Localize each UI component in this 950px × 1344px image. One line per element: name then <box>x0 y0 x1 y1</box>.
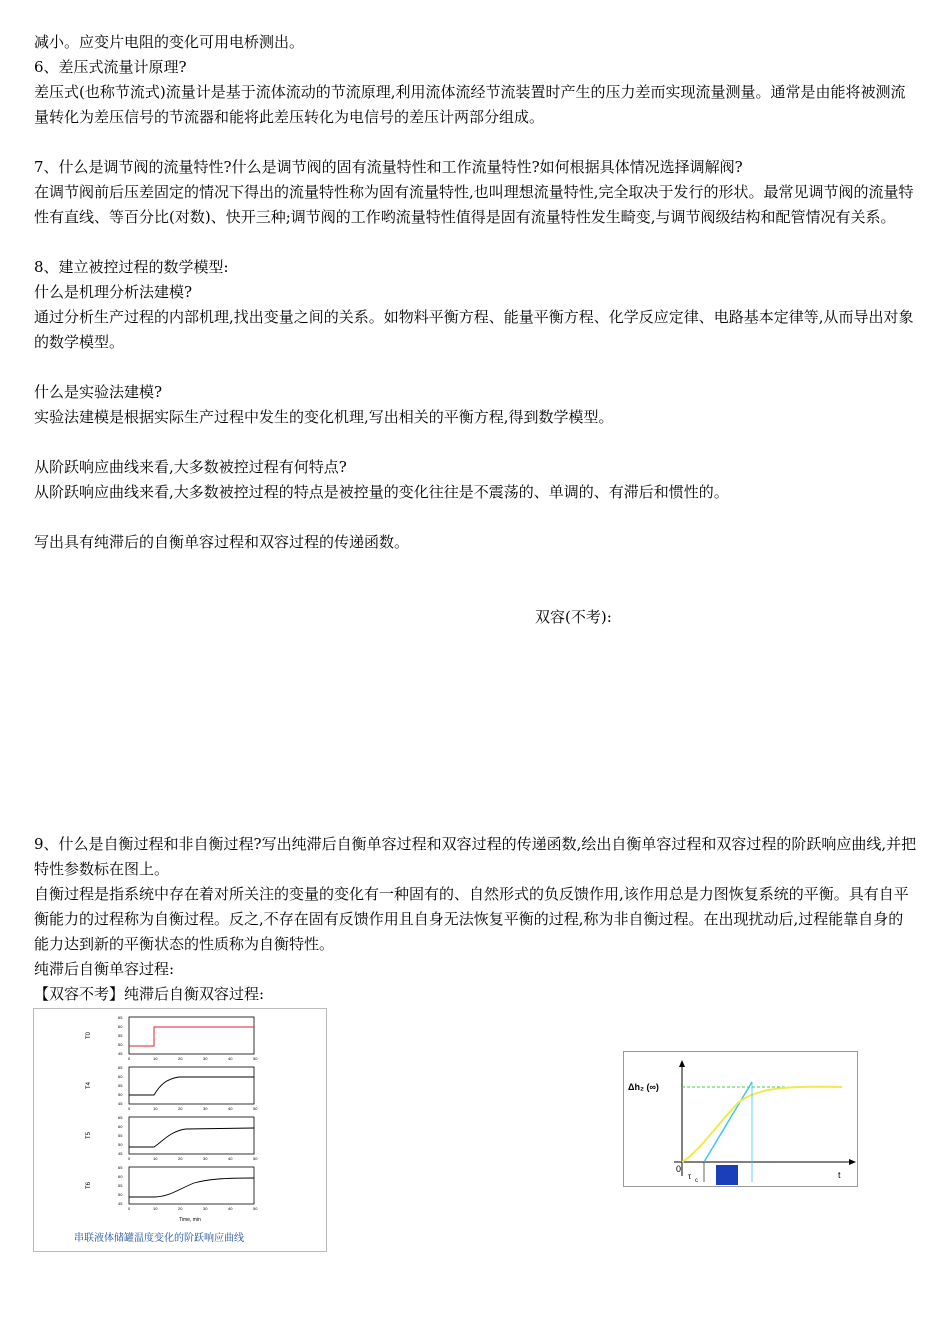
x-tick-label: 20 <box>178 1206 183 1211</box>
x-tick-label: 0 <box>128 1156 131 1161</box>
question-8d: 写出具有纯滞后的自衡单容过程和双容过程的传递函数。 <box>34 533 410 551</box>
tangent-line <box>704 1082 752 1162</box>
x-tick-label: 10 <box>153 1156 158 1161</box>
x-tick-label: 50 <box>253 1206 258 1211</box>
panel-4-ylabel: T6 <box>86 1181 92 1189</box>
step-response-figure <box>33 1008 327 1252</box>
x-tick-label: 50 <box>253 1056 258 1061</box>
x-axis-label: Time, min <box>179 1217 201 1223</box>
y-axis-label: Δh₂ (∞) <box>628 1082 659 1092</box>
y-tick-label: 60 <box>118 1124 123 1129</box>
panel-4 <box>86 1167 254 1204</box>
tangent-response-figure <box>623 1051 858 1187</box>
answer-7: 在调节阀前后压差固定的情况下得出的流量特性称为固有流量特性,也叫理想流量特性,完全取决于发行的形状。最常见调节阀的流量特性有直线、等百分比(对数)、快开三种;调节阀的工作哟流量特性值得是固有流量特性发生畸变,与调节阀级结构和配管情况有关系。 <box>34 183 914 226</box>
y-tick-label: 50 <box>118 1042 123 1047</box>
panel-1 <box>86 1017 254 1054</box>
y-tick-label: 60 <box>118 1174 123 1179</box>
panel-2 <box>86 1067 254 1104</box>
panel-3-ylabel: T5 <box>86 1131 92 1139</box>
y-tick-label: 55 <box>118 1133 123 1138</box>
x-tick-label: 20 <box>178 1106 183 1111</box>
y-tick-label: 60 <box>118 1024 123 1029</box>
y-tick-label: 65 <box>118 1015 123 1020</box>
single-capacity-label: 纯滞后自衡单容过程: <box>34 960 175 978</box>
answer-8a: 通过分析生产过程的内部机理,找出变量之间的关系。如物料平衡方程、能量平衡方程、化学反应定律、电路基本定律等,从而导出对象的数学模型。 <box>34 308 914 351</box>
text-block-q9 <box>34 832 918 1007</box>
x-tick-label: 50 <box>253 1106 258 1111</box>
y-tick-label: 60 <box>118 1074 123 1079</box>
y-tick-label: 65 <box>118 1165 123 1170</box>
question-8b: 什么是实验法建模? <box>34 383 163 401</box>
x-tick-label: 20 <box>178 1156 183 1161</box>
step-input-line <box>129 1027 254 1046</box>
figure-caption: 串联液体储罐温度变化的阶跃响应曲线 <box>74 1233 244 1244</box>
question-8a: 什么是机理分析法建模? <box>34 283 193 301</box>
response-curve-1 <box>129 1077 254 1095</box>
question-9: 9、什么是自衡过程和非自衡过程?写出纯滞后自衡单容过程和双容过程的传递函数,绘出自衡单容过程和双容过程的阶跃响应曲线,并把特性参数标在图上。 <box>34 835 917 878</box>
x-tick-label: 0 <box>128 1206 131 1211</box>
x-tick-label: 20 <box>178 1056 183 1061</box>
x-tick-label: 40 <box>228 1206 233 1211</box>
x-tick-label: 10 <box>153 1106 158 1111</box>
x-tick-label: 10 <box>153 1206 158 1211</box>
response-curve-2 <box>129 1128 254 1147</box>
question-8c: 从阶跃响应曲线来看,大多数被控过程有何特点? <box>34 458 347 476</box>
tau-subscript: c <box>695 1178 698 1184</box>
x-tick-label: 0 <box>128 1056 131 1061</box>
y-tick-label: 50 <box>118 1142 123 1147</box>
x-tick-label: 40 <box>228 1156 233 1161</box>
answer-9: 自衡过程是指系统中存在着对所关注的变量的变化有一种固有的、自然形式的负反馈作用,该作用总是力图恢复系统的平衡。具有自平衡能力的过程称为自衡过程。反之,不存在固有反馈作用且自身无法恢复平衡的过程,称为非自衡过程。在出现扰动后,过程能靠自身的能力达到新的平衡状态的性质称为自衡特性。 <box>34 885 909 953</box>
dual-capacity-label: 【双容不考】纯滞后自衡双容过程: <box>34 985 265 1003</box>
panel-2-ylabel: T4 <box>86 1081 92 1089</box>
x-tick-label: 30 <box>203 1056 208 1061</box>
response-curve <box>682 1087 842 1162</box>
x-axis-arrow <box>849 1159 856 1165</box>
panel-3 <box>86 1117 254 1154</box>
y-tick-label: 55 <box>118 1083 123 1088</box>
tangent-response-svg <box>624 1052 857 1186</box>
x-tick-label: 0 <box>128 1106 131 1111</box>
y-axis-arrow <box>679 1060 685 1067</box>
x-tick-label: 40 <box>228 1106 233 1111</box>
y-tick-label: 65 <box>118 1115 123 1120</box>
x-tick-label: 10 <box>153 1056 158 1061</box>
paragraph: 减小。应变片电阻的变化可用电桥测出。 <box>34 33 305 51</box>
question-7: 7、什么是调节阀的流量特性?什么是调节阀的固有流量特性和工作流量特性?如何根据具体情况选择调解阀? <box>34 158 743 176</box>
answer-8c: 从阶跃响应曲线来看,大多数被控过程的特点是被控量的变化往往是不震荡的、单调的、有滞后和惯性的。 <box>34 483 729 501</box>
time-label: t <box>838 1170 841 1180</box>
panel-1-ylabel: T0 <box>86 1031 92 1039</box>
x-tick-label: 30 <box>203 1156 208 1161</box>
y-tick-label: 45 <box>118 1151 123 1156</box>
answer-6: 差压式(也称节流式)流量计是基于流体流动的节流原理,利用流体流经节流装置时产生的压力差而实现流量测量。通常是由能将被测流量转化为差压信号的节流器和能将此差压转化为电信号的差压计两部分组成。 <box>34 83 906 126</box>
answer-8b: 实验法建模是根据实际生产过程中发生的变化机理,写出相关的平衡方程,得到数学模型。 <box>34 408 614 426</box>
text-block-top <box>34 30 918 555</box>
y-tick-label: 50 <box>118 1192 123 1197</box>
tick-labels <box>118 1015 258 1211</box>
x-tick-label: 40 <box>228 1056 233 1061</box>
y-tick-label: 55 <box>118 1183 123 1188</box>
response-curve-3 <box>129 1178 254 1197</box>
y-tick-label: 50 <box>118 1092 123 1097</box>
tau-label: τ <box>688 1172 692 1181</box>
y-tick-label: 45 <box>118 1101 123 1106</box>
time-constant-box <box>716 1165 738 1185</box>
y-tick-label: 45 <box>118 1201 123 1206</box>
step-response-svg <box>34 1009 326 1251</box>
dual-capacity-note: 双容(不考): <box>535 608 612 626</box>
question-8: 8、建立被控过程的数学模型: <box>34 258 229 276</box>
question-6: 6、差压式流量计原理? <box>34 58 187 76</box>
y-tick-label: 45 <box>118 1051 123 1056</box>
x-tick-label: 30 <box>203 1206 208 1211</box>
x-tick-label: 30 <box>203 1106 208 1111</box>
x-tick-label: 50 <box>253 1156 258 1161</box>
y-tick-label: 55 <box>118 1033 123 1038</box>
origin-label: 0 <box>676 1164 682 1174</box>
y-tick-label: 65 <box>118 1065 123 1070</box>
